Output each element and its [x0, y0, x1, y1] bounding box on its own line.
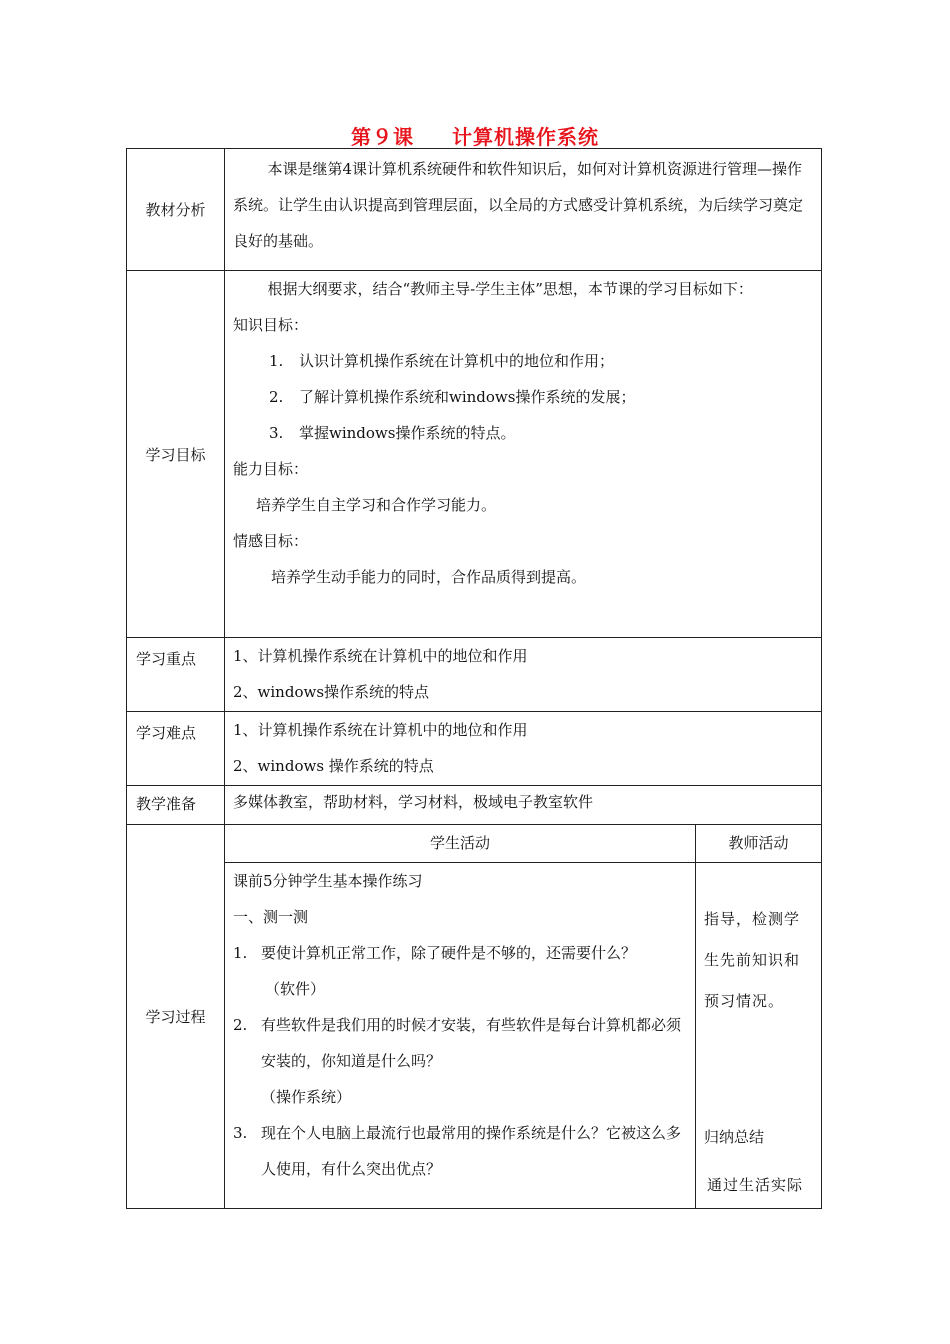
preparation-label: 教学准备 — [127, 786, 225, 825]
teacher-note: 通过生活实际 — [707, 1176, 804, 1194]
teacher-note: 指导，检测学生先前知识和预习情况。 — [704, 910, 801, 1010]
difficulties-row — [127, 712, 822, 786]
question-answer: （操作系统） — [261, 1088, 352, 1106]
lesson-plan-table — [126, 148, 822, 1209]
knowledge-item-number: 2. — [269, 388, 284, 406]
preparation-content — [225, 786, 822, 825]
lesson-title: 计算机操作系统 — [452, 125, 599, 149]
process-label: 学习过程 — [127, 825, 225, 1209]
key-points-content — [225, 638, 822, 712]
objectives-row — [127, 271, 822, 638]
question-item — [225, 1007, 695, 1079]
analysis-row — [127, 149, 822, 271]
emotion-text: 培养学生动手能力的同时，合作品质得到提高。 — [271, 568, 587, 586]
section-heading: 一、测一测 — [233, 908, 309, 926]
knowledge-item-number: 1. — [269, 352, 284, 370]
difficulties-content — [225, 712, 822, 786]
question-number: 1. — [233, 944, 248, 962]
knowledge-item-text: 认识计算机操作系统在计算机中的地位和作用； — [299, 352, 615, 370]
knowledge-item — [225, 343, 821, 379]
ability-text: 培养学生自主学习和合作学习能力。 — [256, 496, 497, 514]
difficulties-label: 学习难点 — [127, 712, 225, 786]
key-points-label: 学习重点 — [127, 638, 225, 712]
warmup-text: 课前5分钟学生基本操作练习 — [233, 872, 423, 890]
question-answer: （软件） — [265, 980, 326, 998]
teacher-note: 归纳总结 — [704, 1128, 765, 1146]
question-number: 2. — [233, 1016, 248, 1034]
analysis-content — [225, 149, 822, 271]
teacher-activity-cell — [696, 863, 822, 1209]
preparation-row — [127, 786, 822, 825]
objectives-label: 学习目标 — [127, 271, 225, 638]
knowledge-item-number: 3. — [269, 424, 284, 442]
question-item — [225, 935, 695, 971]
difficulty-item: 2、windows 操作系统的特点 — [233, 757, 434, 775]
process-body-row — [127, 863, 822, 1209]
question-text: 现在个人电脑上最流行也最常用的操作系统是什么？它被这么多人使用，有什么突出优点？ — [261, 1124, 682, 1178]
question-item — [225, 1115, 695, 1187]
knowledge-item-text: 了解计算机操作系统和windows操作系统的发展； — [299, 388, 636, 406]
process-header-row — [127, 825, 822, 863]
teacher-activity-header: 教师活动 — [696, 825, 822, 863]
key-point-item: 2、windows操作系统的特点 — [233, 683, 430, 701]
analysis-label: 教材分析 — [127, 149, 225, 271]
question-number: 3. — [233, 1124, 248, 1142]
knowledge-heading: 知识目标： — [233, 316, 309, 334]
key-point-item: 1、计算机操作系统在计算机中的地位和作用 — [233, 647, 528, 665]
analysis-text: 本课是继第4课计算机系统硬件和软件知识后，如何对计算机资源进行管理—操作系统。让学生由认识提高到管理层面，以全局的方式感受计算机系统，为后续学习奠定良好的基础。 — [233, 160, 804, 250]
ability-heading: 能力目标： — [233, 460, 309, 478]
emotion-heading: 情感目标： — [233, 532, 309, 550]
knowledge-item — [225, 415, 821, 451]
question-text: 有些软件是我们用的时候才安装，有些软件是每台计算机都必须安装的，你知道是什么吗？ — [261, 1016, 682, 1070]
student-activity-header: 学生活动 — [225, 825, 696, 863]
objectives-content — [225, 271, 822, 638]
page-title — [0, 121, 950, 150]
knowledge-item-text: 掌握windows操作系统的特点。 — [299, 424, 516, 442]
preparation-text: 多媒体教室，帮助材料，学习材料，极域电子教室软件 — [233, 793, 594, 811]
question-text: 要使计算机正常工作，除了硬件是不够的，还需要什么？ — [261, 944, 637, 962]
objectives-intro: 根据大纲要求，结合“教师主导-学生主体”思想，本节课的学习目标如下： — [267, 280, 753, 298]
student-activity-cell — [225, 863, 696, 1209]
difficulty-item: 1、计算机操作系统在计算机中的地位和作用 — [233, 721, 528, 739]
knowledge-item — [225, 379, 821, 415]
key-points-row — [127, 638, 822, 712]
lesson-number: 第９课 — [351, 125, 414, 149]
